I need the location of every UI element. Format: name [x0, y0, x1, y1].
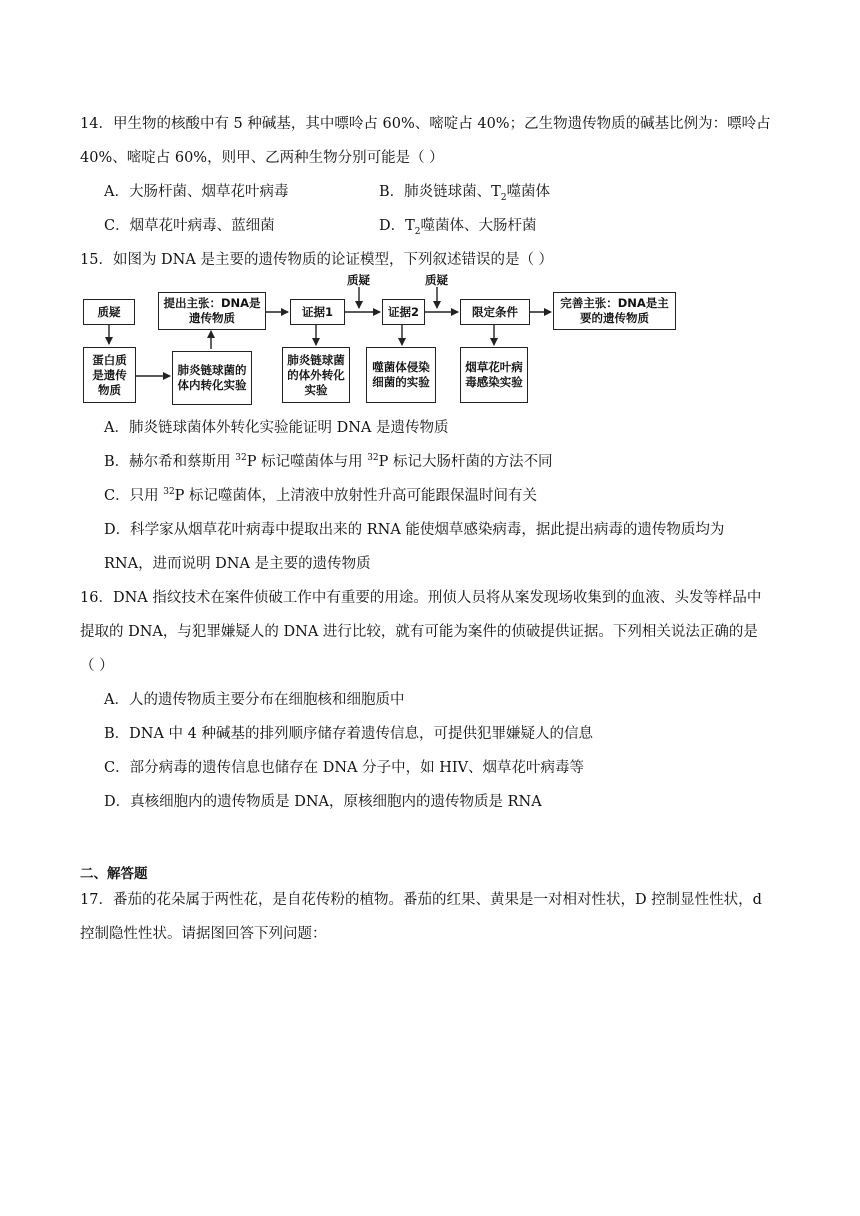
q16-stem-line3: （ ） [80, 658, 114, 674]
q15-option-b-text-end: P 标记大肠杆菌的方法不同 [378, 454, 553, 470]
box-invivo: 肺炎链球菌的体内转化实验 [172, 351, 252, 405]
section-title: 二、解答题 [80, 866, 148, 882]
q15-option-b-superscript-2: 32 [367, 453, 379, 464]
q17-stem-line2: 控制隐性性状。请据图回答下列问题： [80, 926, 327, 942]
q14-stem-line2: 40%、嘧啶占 60%，则甲、乙两种生物分别可能是（ ） [80, 150, 444, 166]
box-tmv: 烟草花叶病毒感染实验 [460, 347, 528, 403]
q15-option-d-line2[interactable]: RNA，进而说明 DNA 是主要的遗传物质 [104, 556, 371, 572]
q14-option-b[interactable] [379, 180, 550, 203]
box-phage: 噬菌体侵染细菌的实验 [366, 347, 436, 403]
q15-option-b-text: B．赫尔希和蔡斯用 [104, 454, 236, 470]
q14-option-d-text-end: 噬菌体、大肠杆菌 [420, 218, 537, 234]
q15-option-c[interactable] [104, 484, 537, 505]
q14-stem-line1: 14．甲生物的核酸中有 5 种碱基，其中嘌呤占 60%、嘧啶占 40%；乙生物遗传物质的碱基比例为：嘌呤占 [80, 116, 771, 132]
q14-option-b-text: B．肺炎链球菌、T [379, 184, 501, 200]
q15-option-b[interactable] [104, 450, 553, 471]
q16-stem-line1: 16．DNA 指纹技术在案件侦破工作中有重要的用途。刑侦人员将从案发现场收集到的血液、头发等样品中 [80, 590, 762, 606]
q15-option-b-superscript-1: 32 [235, 453, 247, 464]
box-question: 质疑 [83, 299, 135, 325]
label-doubt-2: 质疑 [425, 273, 448, 287]
box-invitro: 肺炎链球菌的体外转化实验 [282, 347, 350, 403]
q14-option-c[interactable]: C．烟草花叶病毒、蓝细菌 [104, 218, 275, 234]
q15-option-c-superscript: 32 [163, 487, 175, 498]
argument-model-diagram [80, 272, 680, 408]
q14-option-d-text: D．T [379, 218, 415, 234]
box-protein: 蛋白质是遗传物质 [83, 347, 136, 403]
q16-option-b[interactable]: B．DNA 中 4 种碱基的排列顺序储存着遗传信息，可提供犯罪嫌疑人的信息 [104, 726, 593, 742]
q15-option-c-text: C．只用 [104, 488, 164, 504]
q14-option-b-text-end: 噬菌体 [506, 184, 551, 200]
box-evidence1: 证据1 [290, 299, 345, 325]
q14-option-b-subscript: 2 [500, 192, 507, 203]
box-evidence2: 证据2 [382, 299, 425, 325]
q16-option-a[interactable]: A．人的遗传物质主要分布在细胞核和细胞质中 [104, 692, 405, 708]
q15-option-d-line1[interactable]: D．科学家从烟草花叶病毒中提取出来的 RNA 能使烟草感染病毒，据此提出病毒的遗传物质均为 [104, 522, 725, 538]
q16-option-d[interactable]: D．真核细胞内的遗传物质是 DNA，原核细胞内的遗传物质是 RNA [104, 794, 542, 810]
q16-stem-line2: 提取的 DNA，与犯罪嫌疑人的 DNA 进行比较，就有可能为案件的侦破提供证据。下列相关说法正确的是 [80, 624, 758, 640]
q16-option-c[interactable]: C．部分病毒的遗传信息也储存在 DNA 分子中，如 HIV、烟草花叶病毒等 [104, 760, 585, 776]
q14-option-a[interactable]: A．大肠杆菌、烟草花叶病毒 [104, 184, 289, 200]
box-final-claim: 完善主张：DNA是主要的遗传物质 [553, 292, 676, 330]
label-doubt-1: 质疑 [347, 273, 370, 287]
box-condition: 限定条件 [460, 299, 530, 325]
q14-option-d-subscript: 2 [414, 226, 421, 237]
q17-stem-line1: 17．番茄的花朵属于两性花，是自花传粉的植物。番茄的红果、黄果是一对相对性状，D 控制显性性状，d [80, 892, 762, 908]
q14-option-d[interactable] [379, 214, 537, 237]
q15-stem: 15．如图为 DNA 是主要的遗传物质的论证模型，下列叙述错误的是（ ） [80, 252, 554, 268]
box-claim: 提出主张：DNA是遗传物质 [158, 292, 266, 330]
q15-option-c-text-end: P 标记噬菌体，上清液中放射性升高可能跟保温时间有关 [174, 488, 538, 504]
q15-option-a[interactable]: A．肺炎链球菌体外转化实验能证明 DNA 是遗传物质 [104, 420, 449, 436]
q15-option-b-text-mid: P 标记噬菌体与用 [246, 454, 368, 470]
